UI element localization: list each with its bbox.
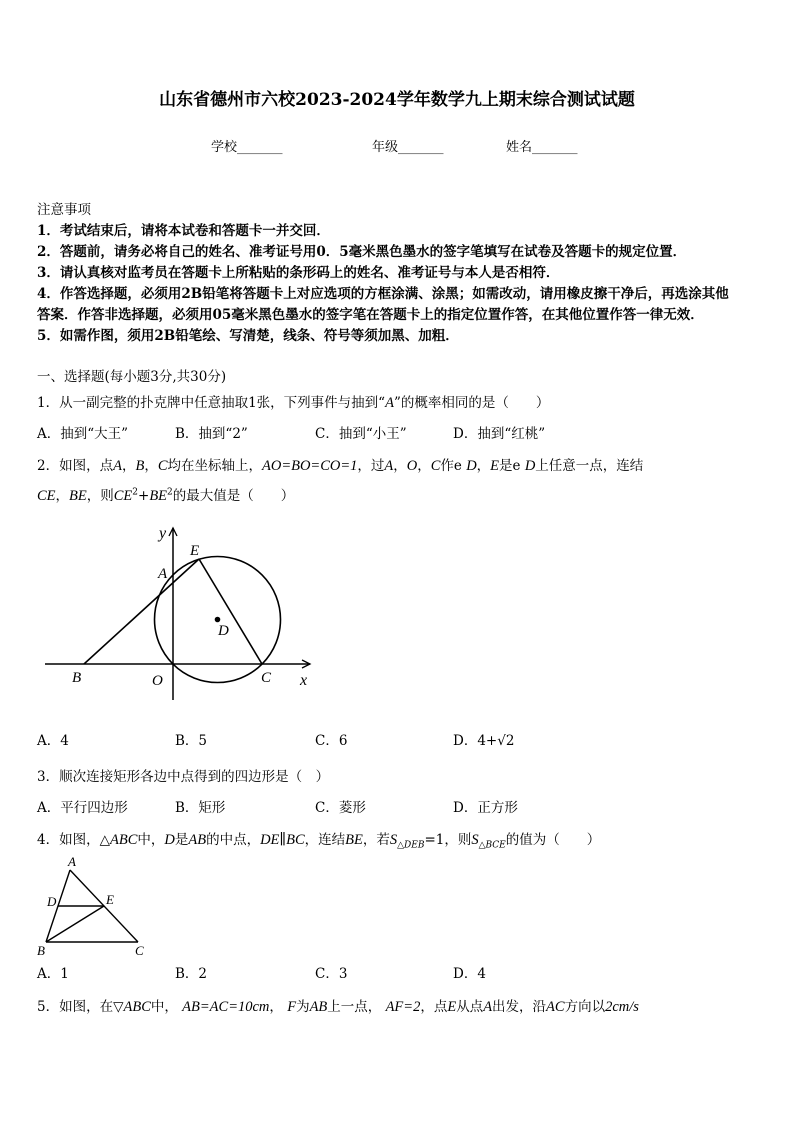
- text-segment: ，: [269, 999, 288, 1015]
- math-variable: D: [164, 832, 175, 848]
- notice-line: 2．答题前，请务必将自己的姓名、准考证号用0．5毫米黑色墨水的签字笔填写在试卷及答题卡的规定位置．: [37, 244, 687, 260]
- text-segment: 为: [296, 999, 310, 1015]
- text-segment: 上任意一点，连结: [535, 458, 644, 474]
- text-segment: ”的概率相同的是（ ）: [393, 395, 550, 411]
- subscript: △DEB: [397, 840, 425, 851]
- label-y-axis: y: [159, 525, 167, 542]
- math-variable: BE: [149, 488, 168, 504]
- label-c: C: [261, 670, 272, 686]
- q1-option-c[interactable]: C．抽到“小王”: [315, 426, 407, 442]
- q1-option-a[interactable]: A．抽到“大王”: [37, 426, 129, 442]
- question-4-stem: [37, 831, 600, 849]
- math-variable: E: [490, 458, 500, 474]
- math-variable: A: [384, 458, 394, 474]
- label-b: B: [37, 943, 45, 958]
- q2-option-c[interactable]: C．6: [315, 733, 348, 749]
- text-segment: =1，则: [424, 832, 472, 848]
- math-variable: BE: [345, 832, 363, 848]
- math-variable: A: [483, 999, 493, 1015]
- q4-option-d[interactable]: D．4: [453, 966, 486, 982]
- math-variable: AB=AC=10cm: [182, 999, 270, 1015]
- question-3-stem: 3．顺次连接矩形各边中点得到的四边形是（ ）: [37, 769, 330, 785]
- superscript: 2: [167, 487, 173, 498]
- text-segment: ，: [417, 458, 431, 474]
- label-o: O: [152, 673, 163, 689]
- math-variable: DE∥BC: [260, 832, 305, 848]
- notice-line: 答案．作答非选择题，必须用05毫米黑色墨水的签字笔在答题卡上的指定位置作答，在其他位置作答一律无效．: [37, 307, 704, 323]
- name-field: 姓名_______: [506, 140, 578, 155]
- text-segment: ，点: [420, 999, 448, 1015]
- text-segment: 中，: [150, 999, 183, 1015]
- segment-be: [46, 906, 104, 942]
- point-d-dot: [215, 617, 221, 623]
- label-b: B: [72, 670, 82, 686]
- text-segment: 是: [174, 832, 189, 848]
- math-variable: AO=BO=CO=1: [261, 458, 358, 474]
- exam-title: 山东省德州市六校2023-2024学年数学九上期末综合测试试题: [159, 90, 635, 110]
- q2-coordinate-figure: [40, 520, 320, 695]
- math-variable: S: [389, 832, 398, 848]
- notice-heading: 注意事项: [37, 202, 91, 218]
- label-e: E: [106, 892, 114, 907]
- q1-option-d[interactable]: D．抽到“红桃”: [453, 426, 546, 442]
- math-variable: A: [385, 395, 394, 411]
- text-segment: ，过: [357, 458, 385, 474]
- text-segment: 5．如图，在▽: [37, 999, 124, 1015]
- label-d: D: [218, 623, 229, 639]
- math-variable: S: [471, 832, 479, 848]
- text-segment: +: [138, 488, 150, 504]
- label-c: C: [135, 943, 144, 958]
- text-segment: 的值为（ ）: [505, 832, 601, 848]
- notice-line: 3．请认真核对监考员在答题卡上所粘贴的条形码上的姓名、准考证号与本人是否相符．: [37, 265, 560, 281]
- text-segment: ，: [55, 488, 70, 504]
- question-2-stem-line-1: [37, 457, 643, 475]
- text-segment: 从点: [456, 999, 484, 1015]
- q4-option-a[interactable]: A．1: [37, 966, 69, 982]
- section-heading: 一、选择题(每小题3分,共30分): [37, 369, 227, 385]
- q2-option-d[interactable]: D．4+√2: [453, 733, 515, 749]
- question-5-stem: [37, 998, 639, 1016]
- label-x-axis: x: [300, 672, 308, 689]
- notice-line: 4．作答选择题，必须用2B铅笔将答题卡上对应选项的方框涂满、涂黑；如需改动，请用橡皮擦干净后，再选涂其他: [37, 286, 729, 302]
- q4-option-c[interactable]: C．3: [315, 966, 348, 982]
- label-d: D: [47, 894, 57, 909]
- q2-option-a[interactable]: A．4: [37, 733, 69, 749]
- math-variable: F: [287, 999, 297, 1015]
- math-variable: ABC: [123, 999, 151, 1015]
- math-variable: 2cm/s: [605, 999, 639, 1015]
- math-variable: ABC: [109, 832, 138, 848]
- text-segment: 是e: [499, 458, 525, 474]
- question-2-stem-line-2: [37, 487, 294, 505]
- text-segment: ，: [121, 458, 136, 474]
- q3-option-b[interactable]: B．矩形: [175, 800, 226, 816]
- segment-be: [84, 559, 199, 664]
- notice-line: 1．考试结束后，请将本试卷和答题卡一并交回．: [37, 223, 330, 239]
- math-variable: CE: [37, 488, 56, 504]
- math-variable: AF=2: [385, 999, 421, 1015]
- math-variable: C: [430, 458, 441, 474]
- notice-line: 5．如需作图，须用2B铅笔绘、写清楚，线条、符号等须加黑、加粗．: [37, 328, 459, 344]
- label-e: E: [190, 543, 200, 559]
- math-variable: AB: [188, 832, 207, 848]
- text-segment: 4．如图，△: [37, 832, 110, 848]
- text-segment: 作e: [440, 458, 467, 474]
- math-variable: D: [524, 458, 536, 474]
- math-variable: D: [466, 458, 477, 474]
- text-segment: ，: [393, 458, 407, 474]
- q4-option-b[interactable]: B．2: [175, 966, 208, 982]
- text-segment: 方向以: [564, 999, 606, 1015]
- math-variable: AB: [309, 999, 328, 1015]
- q2-option-b[interactable]: B．5: [175, 733, 208, 749]
- math-variable: E: [447, 999, 457, 1015]
- text-segment: 出发，沿: [492, 999, 547, 1015]
- text-segment: ，连结: [304, 832, 346, 848]
- text-segment: 的最大值是（ ）: [172, 488, 295, 504]
- math-variable: BE: [69, 488, 87, 504]
- text-segment: 均在坐标轴上，: [167, 458, 262, 474]
- math-variable: O: [406, 458, 418, 474]
- text-segment: ，: [476, 458, 491, 474]
- math-variable: C: [157, 458, 168, 474]
- text-segment: ，若: [362, 832, 390, 848]
- superscript: 2: [132, 487, 139, 498]
- text-segment: 2．如图，点: [37, 458, 114, 474]
- text-segment: 1．从一副完整的扑克牌中任意抽取1张，下列事件与抽到“: [37, 395, 386, 411]
- q3-option-d[interactable]: D．正方形: [453, 800, 518, 816]
- math-variable: CE: [113, 488, 133, 504]
- text-segment: 的中点，: [206, 832, 261, 848]
- math-variable: AC: [546, 999, 565, 1015]
- label-a: A: [68, 854, 76, 869]
- math-variable: A: [113, 458, 122, 474]
- label-a: A: [158, 566, 168, 582]
- text-segment: 上一点，: [327, 999, 386, 1015]
- subscript: △BCE: [478, 840, 506, 851]
- grade-field: 年级_______: [372, 140, 444, 155]
- text-segment: ，: [144, 458, 158, 474]
- q1-option-b[interactable]: B．抽到“2”: [175, 426, 248, 442]
- q3-option-a[interactable]: A．平行四边形: [37, 800, 128, 816]
- text-segment: 中，: [137, 832, 165, 848]
- text-segment: ，则: [86, 488, 114, 504]
- math-variable: B: [135, 458, 145, 474]
- q3-option-c[interactable]: C．菱形: [315, 800, 366, 816]
- school-field: 学校_______: [211, 140, 283, 155]
- question-1-stem: [37, 394, 549, 412]
- q4-triangle-figure: [30, 852, 155, 960]
- segment-ec: [199, 559, 262, 664]
